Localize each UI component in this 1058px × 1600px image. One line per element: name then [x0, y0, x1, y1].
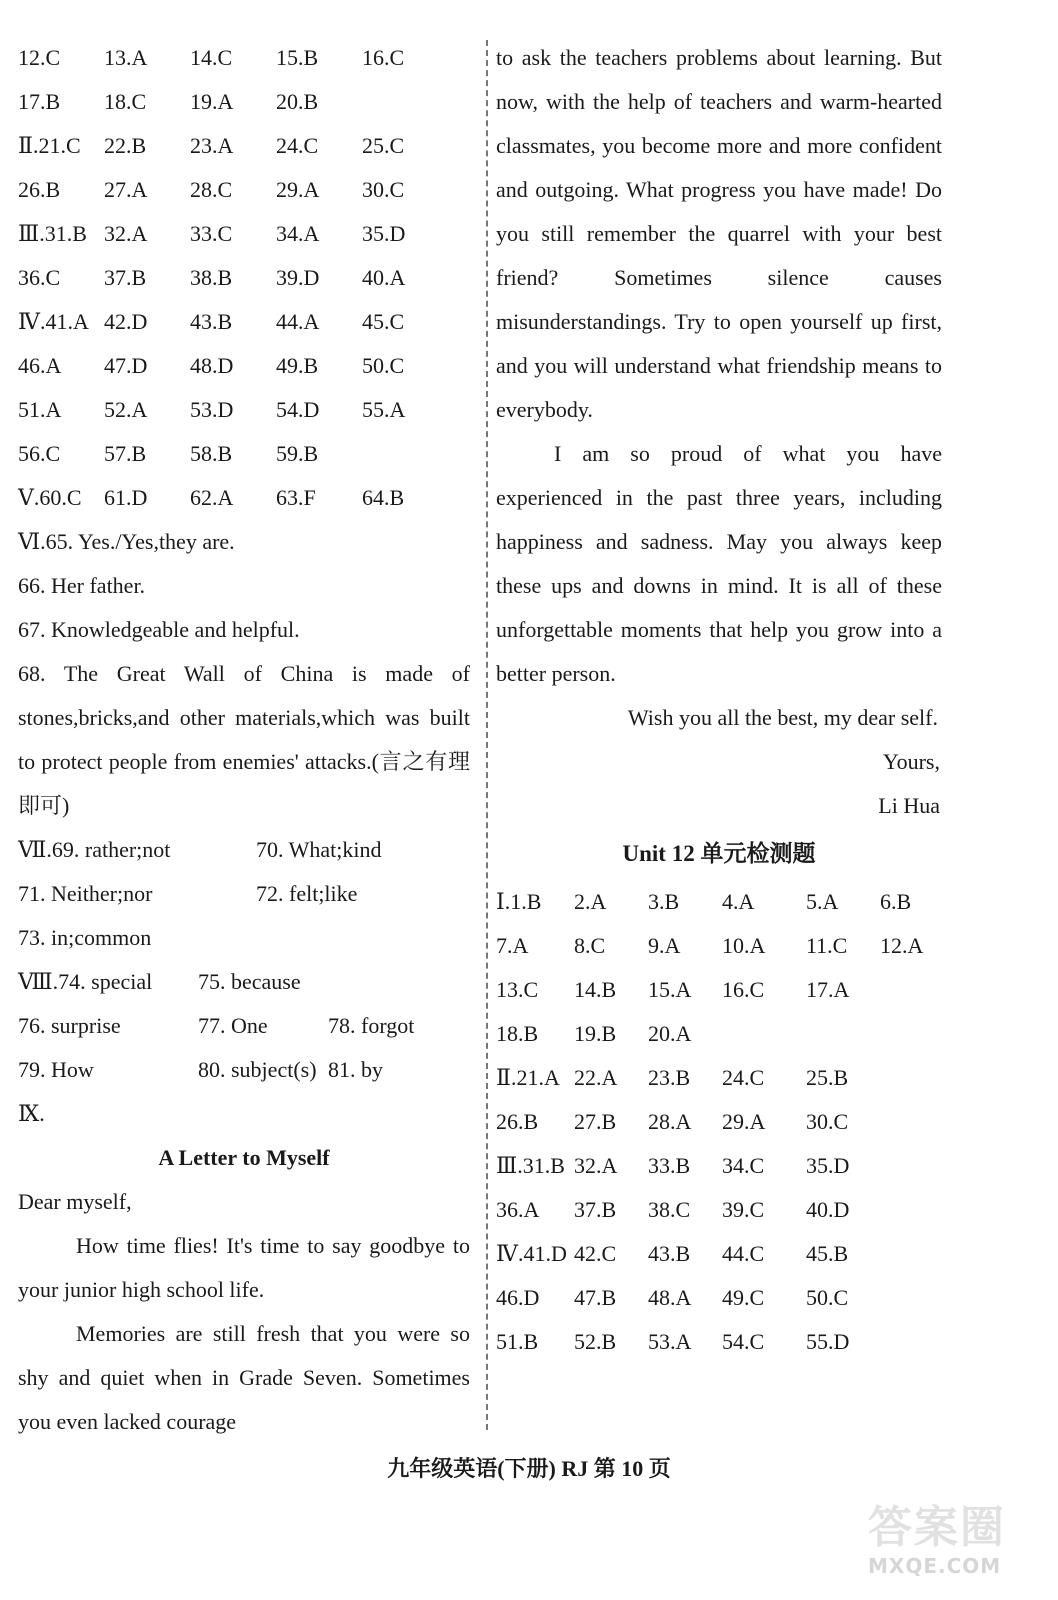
- answer-row: [18, 388, 470, 432]
- answer-item: 53.A: [648, 1329, 692, 1354]
- answer-item: 40.D: [806, 1197, 850, 1222]
- answer-item: 30.C: [362, 177, 405, 202]
- watermark-url: MXQE.COM: [868, 1554, 1002, 1578]
- answer-68: 68. The Great Wall of China is made of stones,bricks,and other materials,which was built to protect people from enemies' attacks.(言之有理即可): [18, 661, 470, 818]
- answer-item: 50.C: [362, 353, 405, 378]
- right-column: [496, 36, 942, 1364]
- answer-line: 67. Knowledgeable and helpful.: [18, 617, 300, 642]
- answer-item: 46.D: [496, 1285, 540, 1310]
- letter-greeting: Dear myself,: [18, 1189, 132, 1214]
- watermark-logo: 答案圈: [868, 1502, 1006, 1553]
- answer-row: [496, 1100, 942, 1144]
- answer-item: 58.B: [190, 441, 233, 466]
- answer-row: [18, 168, 470, 212]
- answer-item: 17.A: [806, 977, 850, 1002]
- answer-line: 66. Her father.: [18, 573, 146, 598]
- answer-item: 17.B: [18, 89, 61, 114]
- answer-item: Ⅲ.31.B: [496, 1153, 565, 1178]
- letter-closing: Yours,: [882, 749, 940, 774]
- answer-line: Ⅵ.65. Yes./Yes,they are.: [18, 529, 235, 554]
- section-9-label: Ⅸ.: [18, 1101, 45, 1126]
- answer-item: 54.D: [276, 397, 320, 422]
- answer-item: 16.C: [722, 977, 765, 1002]
- letter-paragraph-2b: to ask the teachers problems about learning. But now, with the help of teachers and warm-hearted classmates, you become more and more confident and outgoing. What progress you have made! Do you still remember the quarrel with your best friend? Sometimes silence causes misunderstandings. Try to open yourself up first, and you will understand what friendship means to everybody.: [496, 45, 942, 422]
- answer-item: 12.C: [18, 45, 61, 70]
- answer-item: 55.A: [362, 397, 406, 422]
- answer-item: 44.A: [276, 309, 320, 334]
- section-8: [18, 960, 470, 1092]
- answer-item: 18.C: [104, 89, 147, 114]
- answer-item: 70. What;kind: [256, 837, 382, 862]
- answer-item: 72. felt;like: [256, 881, 358, 906]
- answer-row: [496, 1276, 942, 1320]
- answer-row: [496, 1232, 942, 1276]
- answer-item: 35.D: [362, 221, 406, 246]
- answer-block-top: [18, 36, 470, 520]
- answer-item: 78. forgot: [328, 1013, 415, 1038]
- answer-item: 10.A: [722, 933, 766, 958]
- answer-item: 25.B: [806, 1065, 849, 1090]
- answer-item: 7.A: [496, 933, 529, 958]
- answer-item: 71. Neither;nor: [18, 881, 153, 906]
- answer-item: 48.D: [190, 353, 234, 378]
- answer-item: 45.C: [362, 309, 405, 334]
- answer-item: 25.C: [362, 133, 405, 158]
- answer-item: 14.C: [190, 45, 233, 70]
- answer-row: [18, 872, 470, 916]
- answer-item: 3.B: [648, 889, 680, 914]
- answer-item: 42.C: [574, 1241, 617, 1266]
- answer-item: 22.B: [104, 133, 147, 158]
- answer-item: 52.B: [574, 1329, 617, 1354]
- answer-item: 61.D: [104, 485, 148, 510]
- answer-row: [18, 476, 470, 520]
- answer-item: 81. by: [328, 1057, 383, 1082]
- answer-item: 19.B: [574, 1021, 617, 1046]
- answer-item: 37.B: [104, 265, 147, 290]
- answer-item: 24.C: [276, 133, 319, 158]
- letter-paragraph-3: I am so proud of what you have experienced in the past three years, including happiness and sadness. May you always keep these ups and downs in mind. It is all of these unforgettable moments that help you grow into a better person.: [496, 441, 942, 686]
- answer-item: 23.A: [190, 133, 234, 158]
- answer-item: 38.B: [190, 265, 233, 290]
- answer-item: 39.C: [722, 1197, 765, 1222]
- answer-item: 53.D: [190, 397, 234, 422]
- answer-item: 8.C: [574, 933, 606, 958]
- answer-row: [18, 828, 470, 872]
- answer-item: 38.C: [648, 1197, 691, 1222]
- answer-item: 73. in;common: [18, 925, 152, 950]
- answer-row: [496, 880, 942, 924]
- answer-item: 62.A: [190, 485, 234, 510]
- answer-item: 29.A: [722, 1109, 766, 1134]
- answer-row: [496, 1188, 942, 1232]
- answer-item: Ⅳ.41.D: [496, 1241, 567, 1266]
- answer-item: 76. surprise: [18, 1013, 121, 1038]
- answer-item: Ⅲ.31.B: [18, 221, 87, 246]
- answer-item: 26.B: [496, 1109, 539, 1134]
- answer-row: [18, 432, 470, 476]
- answer-item: 13.A: [104, 45, 148, 70]
- answer-item: Ⅳ.41.A: [18, 309, 89, 334]
- answer-item: 40.A: [362, 265, 406, 290]
- answer-item: 22.A: [574, 1065, 618, 1090]
- answer-item: 54.C: [722, 1329, 765, 1354]
- answer-row: [18, 1048, 470, 1092]
- answer-item: 46.A: [18, 353, 62, 378]
- answer-item: Ⅷ.74. special: [18, 969, 153, 994]
- answer-item: 77. One: [198, 1013, 268, 1038]
- answer-item: 2.A: [574, 889, 607, 914]
- answer-item: 52.A: [104, 397, 148, 422]
- answer-row: [18, 916, 470, 960]
- letter-signature: Li Hua: [878, 793, 940, 818]
- answer-item: 16.C: [362, 45, 405, 70]
- answer-item: 55.D: [806, 1329, 850, 1354]
- answer-item: 39.D: [276, 265, 320, 290]
- answer-item: 30.C: [806, 1109, 849, 1134]
- section-6: [18, 520, 470, 652]
- answer-item: 34.A: [276, 221, 320, 246]
- answer-item: 23.B: [648, 1065, 691, 1090]
- answer-item: 26.B: [18, 177, 61, 202]
- answer-row: [18, 300, 470, 344]
- answer-item: 43.B: [190, 309, 233, 334]
- answer-item: 18.B: [496, 1021, 539, 1046]
- answer-item: 27.B: [574, 1109, 617, 1134]
- watermark: [868, 1502, 1038, 1592]
- answer-item: 57.B: [104, 441, 147, 466]
- answer-item: 28.C: [190, 177, 233, 202]
- answer-item: Ⅱ.21.A: [496, 1065, 560, 1090]
- answer-row: [18, 80, 470, 124]
- answer-item: 49.C: [722, 1285, 765, 1310]
- answer-row: [18, 344, 470, 388]
- answer-row: [18, 124, 470, 168]
- answer-row: [496, 1012, 942, 1056]
- answer-item: 44.C: [722, 1241, 765, 1266]
- answer-item: 75. because: [198, 969, 301, 994]
- answer-row: [18, 1004, 470, 1048]
- answer-item: Ⅴ.60.C: [18, 485, 82, 510]
- unit-12-title: Unit 12 单元检测题: [622, 841, 816, 866]
- answer-item: 33.C: [190, 221, 233, 246]
- answer-item: Ⅶ.69. rather;not: [18, 837, 171, 862]
- answer-row: [496, 1320, 942, 1364]
- answer-item: 37.B: [574, 1197, 617, 1222]
- section-7: [18, 828, 470, 960]
- answer-item: 42.D: [104, 309, 148, 334]
- left-column: [18, 36, 470, 1444]
- answer-item: 36.A: [496, 1197, 540, 1222]
- answer-row: [18, 256, 470, 300]
- answer-item: 43.B: [648, 1241, 691, 1266]
- answer-item: 9.A: [648, 933, 681, 958]
- answer-item: 45.B: [806, 1241, 849, 1266]
- answer-item: 51.B: [496, 1329, 539, 1354]
- page-footer: 九年级英语(下册) RJ 第 10 页: [387, 1456, 671, 1481]
- answer-item: 63.F: [276, 485, 316, 510]
- answer-row: [496, 968, 942, 1012]
- answer-item: Ⅱ.21.C: [18, 133, 81, 158]
- answer-item: 20.A: [648, 1021, 692, 1046]
- answer-item: 33.B: [648, 1153, 691, 1178]
- answer-item: 14.B: [574, 977, 617, 1002]
- answer-item: 15.B: [276, 45, 319, 70]
- answer-item: 36.C: [18, 265, 61, 290]
- answer-item: 6.B: [880, 889, 912, 914]
- answer-item: 35.D: [806, 1153, 850, 1178]
- answer-item: 79. How: [18, 1057, 94, 1082]
- answer-item: 51.A: [18, 397, 62, 422]
- answer-item: 15.A: [648, 977, 692, 1002]
- answer-item: 47.D: [104, 353, 148, 378]
- answer-item: Ⅰ.1.B: [496, 889, 542, 914]
- answer-row: [18, 36, 470, 80]
- answer-item: 19.A: [190, 89, 234, 114]
- answer-block-unit12: [496, 880, 942, 1364]
- letter-paragraph-2a: Memories are still fresh that you were so shy and quiet when in Grade Seven. Sometimes you even lacked courage: [18, 1321, 470, 1434]
- answer-item: 80. subject(s): [198, 1057, 317, 1082]
- answer-row: [496, 924, 942, 968]
- answer-item: 24.C: [722, 1065, 765, 1090]
- answer-item: 20.B: [276, 89, 319, 114]
- answer-item: 32.A: [574, 1153, 618, 1178]
- answer-item: 28.A: [648, 1109, 692, 1134]
- answer-item: 49.B: [276, 353, 319, 378]
- answer-item: 32.A: [104, 221, 148, 246]
- answer-row: [496, 1144, 942, 1188]
- answer-item: 12.A: [880, 933, 924, 958]
- answer-item: 13.C: [496, 977, 539, 1002]
- answer-item: 47.B: [574, 1285, 617, 1310]
- answer-item: 29.A: [276, 177, 320, 202]
- answer-item: 64.B: [362, 485, 405, 510]
- letter-paragraph-1: How time flies! It's time to say goodbye to your junior high school life.: [18, 1233, 470, 1302]
- answer-item: 50.C: [806, 1285, 849, 1310]
- answer-item: 11.C: [806, 933, 848, 958]
- letter-wish: Wish you all the best, my dear self.: [627, 705, 938, 730]
- answer-row: [496, 1056, 942, 1100]
- answer-row: [18, 212, 470, 256]
- answer-item: 4.A: [722, 889, 755, 914]
- answer-item: 5.A: [806, 889, 839, 914]
- answer-item: 48.A: [648, 1285, 692, 1310]
- letter-title: A Letter to Myself: [158, 1145, 330, 1170]
- answer-item: 34.C: [722, 1153, 765, 1178]
- answer-item: 27.A: [104, 177, 148, 202]
- answer-item: 59.B: [276, 441, 319, 466]
- column-divider: [486, 40, 488, 1430]
- answer-row: [18, 960, 470, 1004]
- answer-item: 56.C: [18, 441, 61, 466]
